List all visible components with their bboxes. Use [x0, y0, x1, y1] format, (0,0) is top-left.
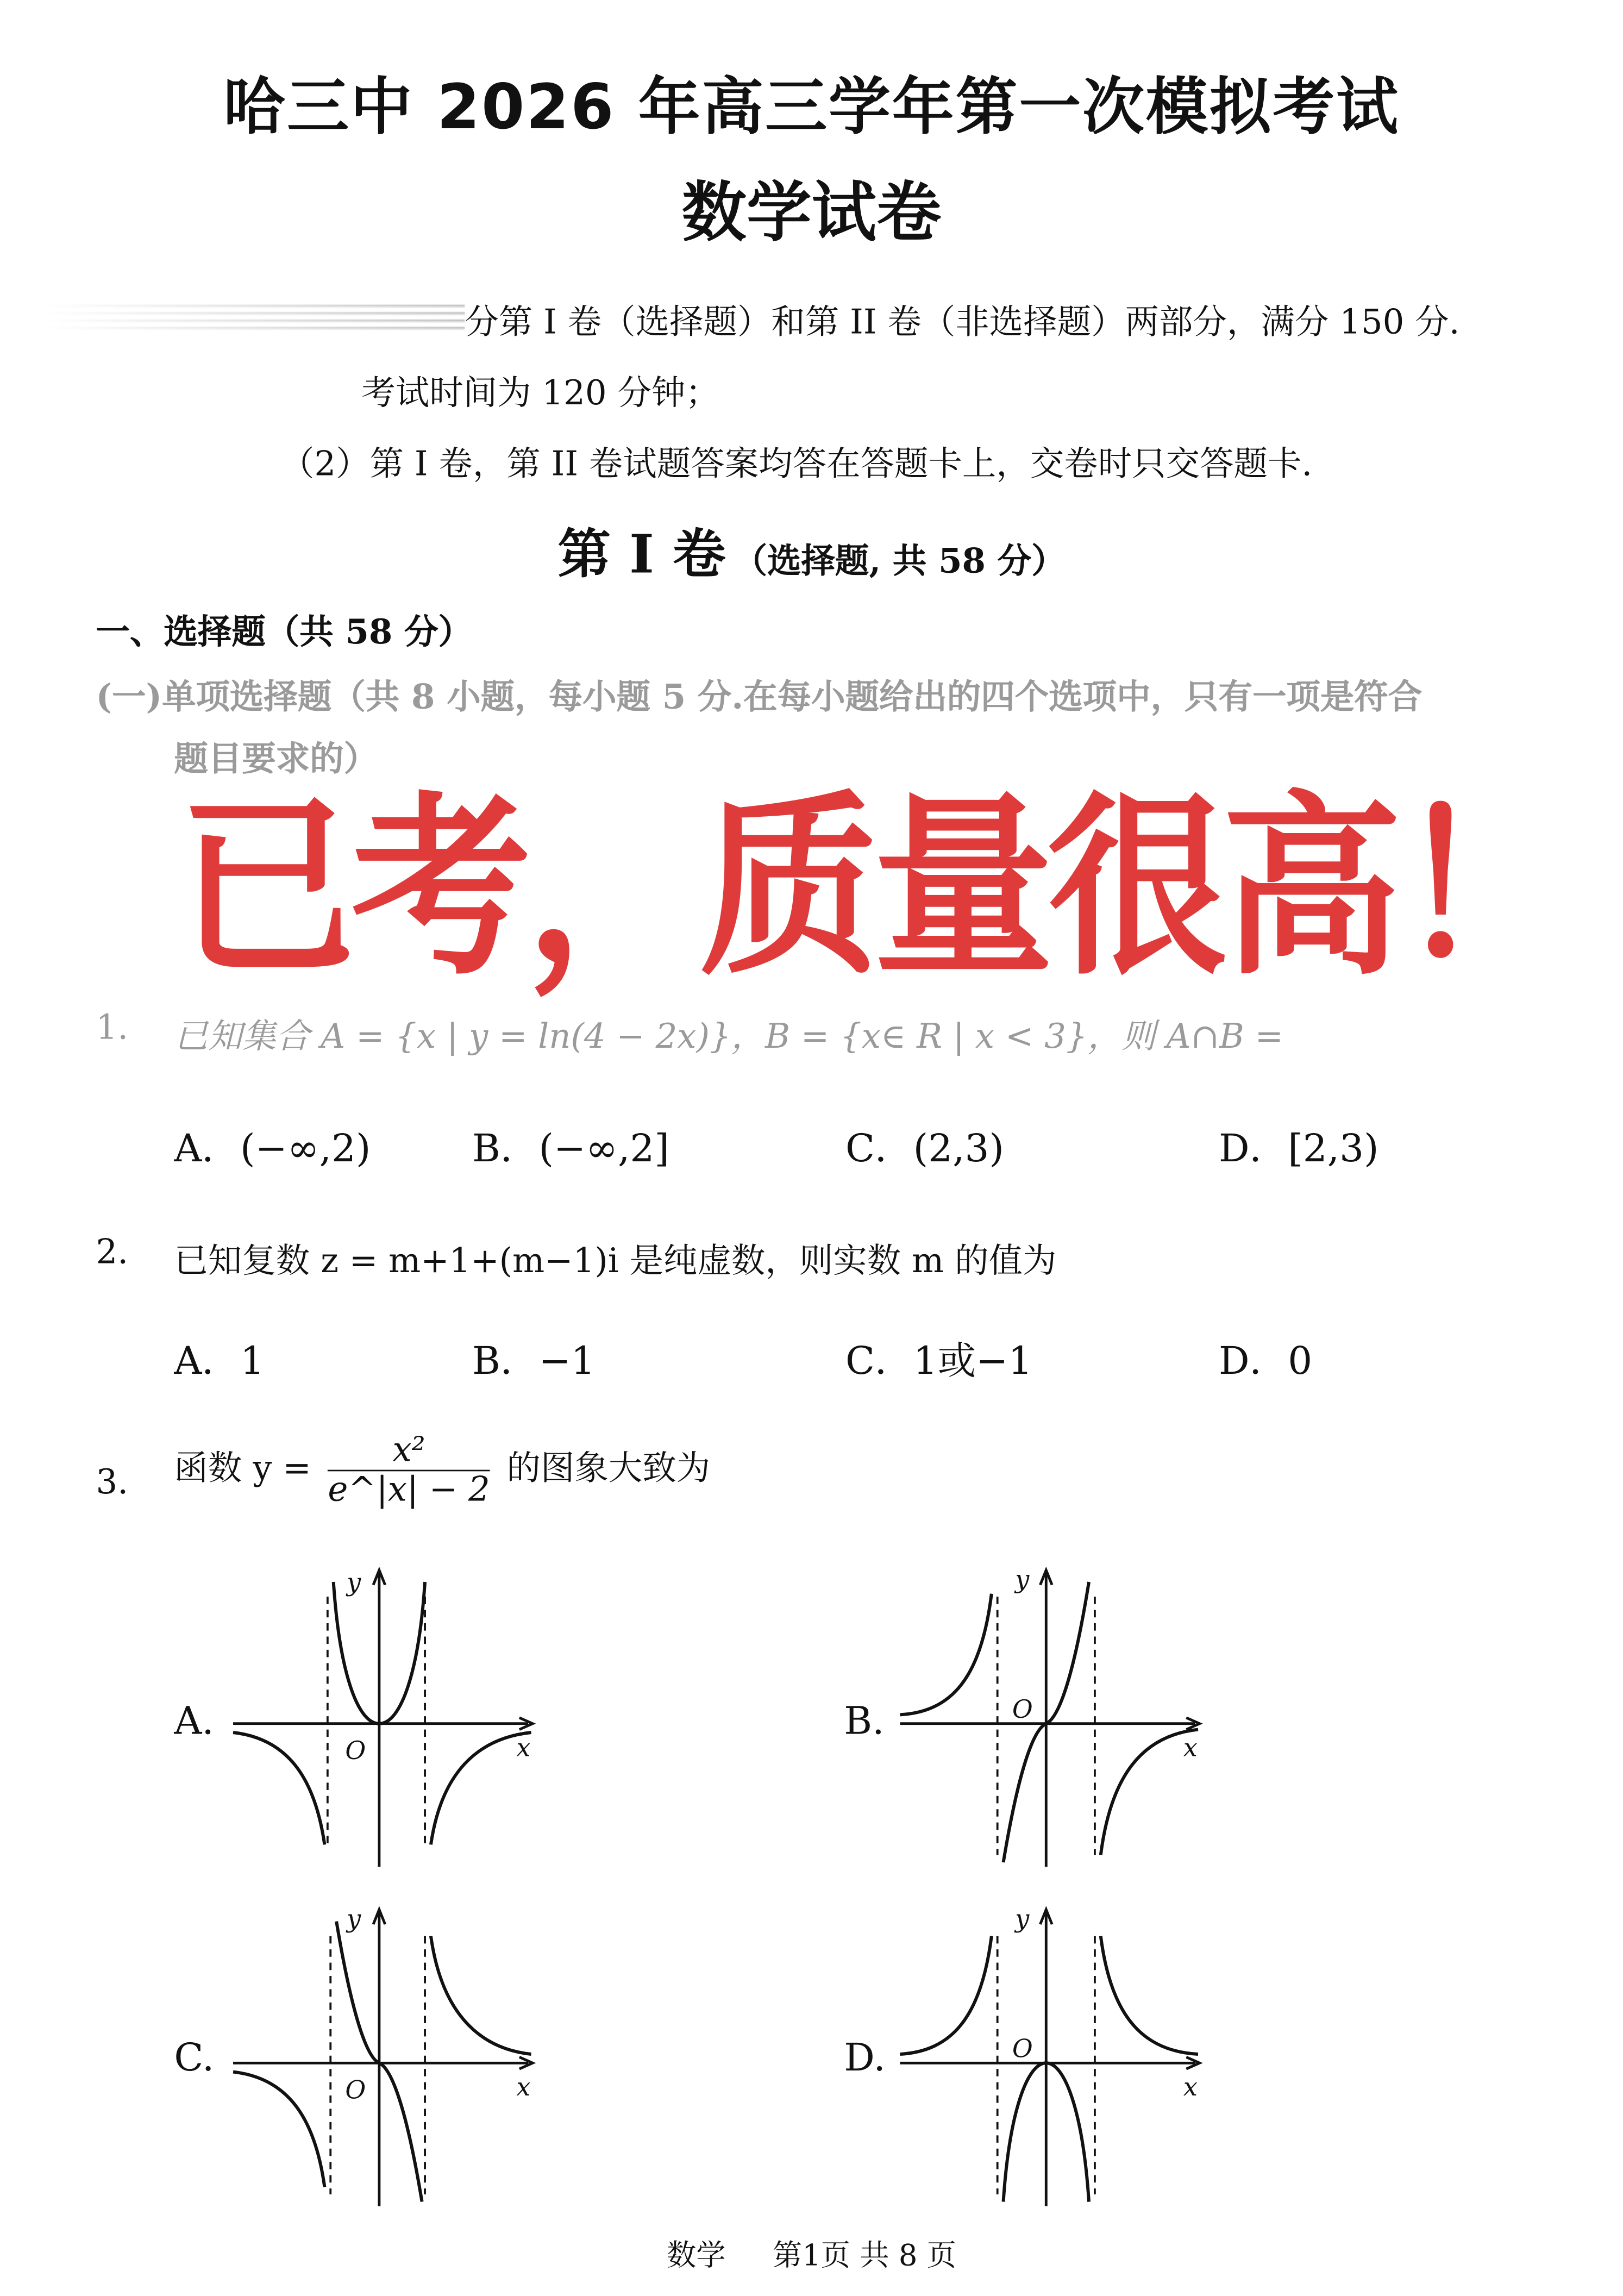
graph-d-curve-left: [900, 1936, 991, 2054]
graph-c-x-label: x: [516, 2072, 531, 2102]
graph-b-curve-left: [900, 1594, 991, 1715]
graph-a-origin-label: O: [345, 1735, 366, 1765]
q1-option-b: B．(−∞,2]: [472, 1127, 669, 1172]
q3-fraction: [328, 1431, 490, 1510]
part-heading: 一、选择题（共 58 分）: [96, 612, 473, 653]
graph-a: [233, 1567, 543, 1870]
graph-c-curve-right: [431, 1936, 531, 2054]
section-title: 第 I 卷: [557, 524, 726, 586]
graph-d-x-label: x: [1183, 2072, 1198, 2102]
graph-c-origin-label: O: [345, 2075, 366, 2105]
q3-stem-suffix: 的图象大致为: [506, 1449, 711, 1488]
footer-page-number: 第1页 共 8 页: [772, 2237, 957, 2273]
graph-b-y-label: y: [1015, 1564, 1030, 1594]
graph-c-axes: [233, 1910, 532, 2206]
question-3-stem: [174, 1431, 710, 1510]
note-line-1: 分第 I 卷（选择题）和第 II 卷（非选择题）两部分，满分 150 分.: [465, 304, 1460, 342]
note-line-3: （2）第 I 卷，第 II 卷试题答案均答在答题卡上，交卷时只交答题卡.: [280, 446, 1313, 484]
q2-option-c: C．1或−1: [845, 1340, 1033, 1385]
page-footer: [0, 2231, 1623, 2274]
graph-d-axes: [900, 1910, 1199, 2206]
q3-stem-prefix: 函数 y =: [174, 1449, 311, 1488]
exam-subtitle: 数学试卷: [681, 176, 942, 251]
graph-a-axes: [233, 1570, 532, 1867]
instruction-line-1: (一)单项选择题（共 8 小题，每小题 5 分.在每小题给出的四个选项中，只有一项是符合: [96, 677, 1423, 717]
q2-option-d: D．0: [1219, 1340, 1313, 1385]
q3-numerator: x²: [328, 1431, 490, 1471]
q3-option-d-label: D.: [844, 2036, 886, 2081]
graph-c: [233, 1906, 543, 2209]
question-2-stem: 已知复数 z = m+1+(m−1)i 是纯虚数，则实数 m 的值为: [174, 1242, 1057, 1281]
q1-option-d: D．[2,3): [1219, 1127, 1379, 1172]
q1-option-c: C．(2,3): [845, 1127, 1004, 1172]
section-subtitle: （选择题, 共 58 分）: [733, 541, 1066, 581]
graph-d-origin-label: O: [1012, 2034, 1033, 2063]
graph-b: [900, 1564, 1210, 1870]
graph-d: [900, 1906, 1210, 2209]
graph-a-y-label: y: [347, 1567, 361, 1597]
q2-option-a: A．1: [174, 1340, 265, 1385]
question-1-stem: 已知集合 A = {x | y = ln(4 − 2x)}，B = {x∈ R | x < 3}，则 A∩B =: [174, 1018, 1283, 1057]
q3-option-a-label: A.: [174, 1700, 214, 1744]
q3-denominator: e^|x| − 2: [328, 1471, 490, 1510]
instruction-line-2: 题目要求的）: [174, 739, 378, 779]
exam-title: 哈三中 2026 年高三学年第一次模拟考试: [223, 71, 1400, 143]
graph-b-axes: [900, 1570, 1199, 1867]
graph-c-curve-left: [233, 2072, 324, 2187]
graph-d-y-label: y: [1015, 1904, 1030, 1934]
question-3-number: 3.: [96, 1463, 129, 1503]
q2-option-b: B．−1: [472, 1340, 596, 1385]
graph-a-x-label: x: [516, 1732, 531, 1762]
footer-subject: 数学: [666, 2237, 726, 2273]
graph-d-curve-right: [1101, 1936, 1198, 2054]
q3-option-b-label: B.: [844, 1700, 885, 1744]
graph-a-curve-left: [233, 1732, 324, 1844]
note-line-2: 考试时间为 120 分钟；: [361, 374, 719, 414]
watermark-banner: 已考，质量很高！: [177, 775, 1570, 1002]
section-heading: [0, 514, 1623, 589]
graph-c-y-label: y: [347, 1904, 361, 1934]
blurred-redaction: [44, 301, 465, 330]
q3-option-c-label: C.: [174, 2036, 215, 2081]
q1-option-a: A．(−∞,2): [174, 1127, 371, 1172]
graph-b-x-label: x: [1183, 1732, 1198, 1762]
question-2-number: 2.: [96, 1234, 129, 1272]
graph-b-origin-label: O: [1012, 1694, 1033, 1724]
question-1-number: 1.: [96, 1009, 129, 1048]
